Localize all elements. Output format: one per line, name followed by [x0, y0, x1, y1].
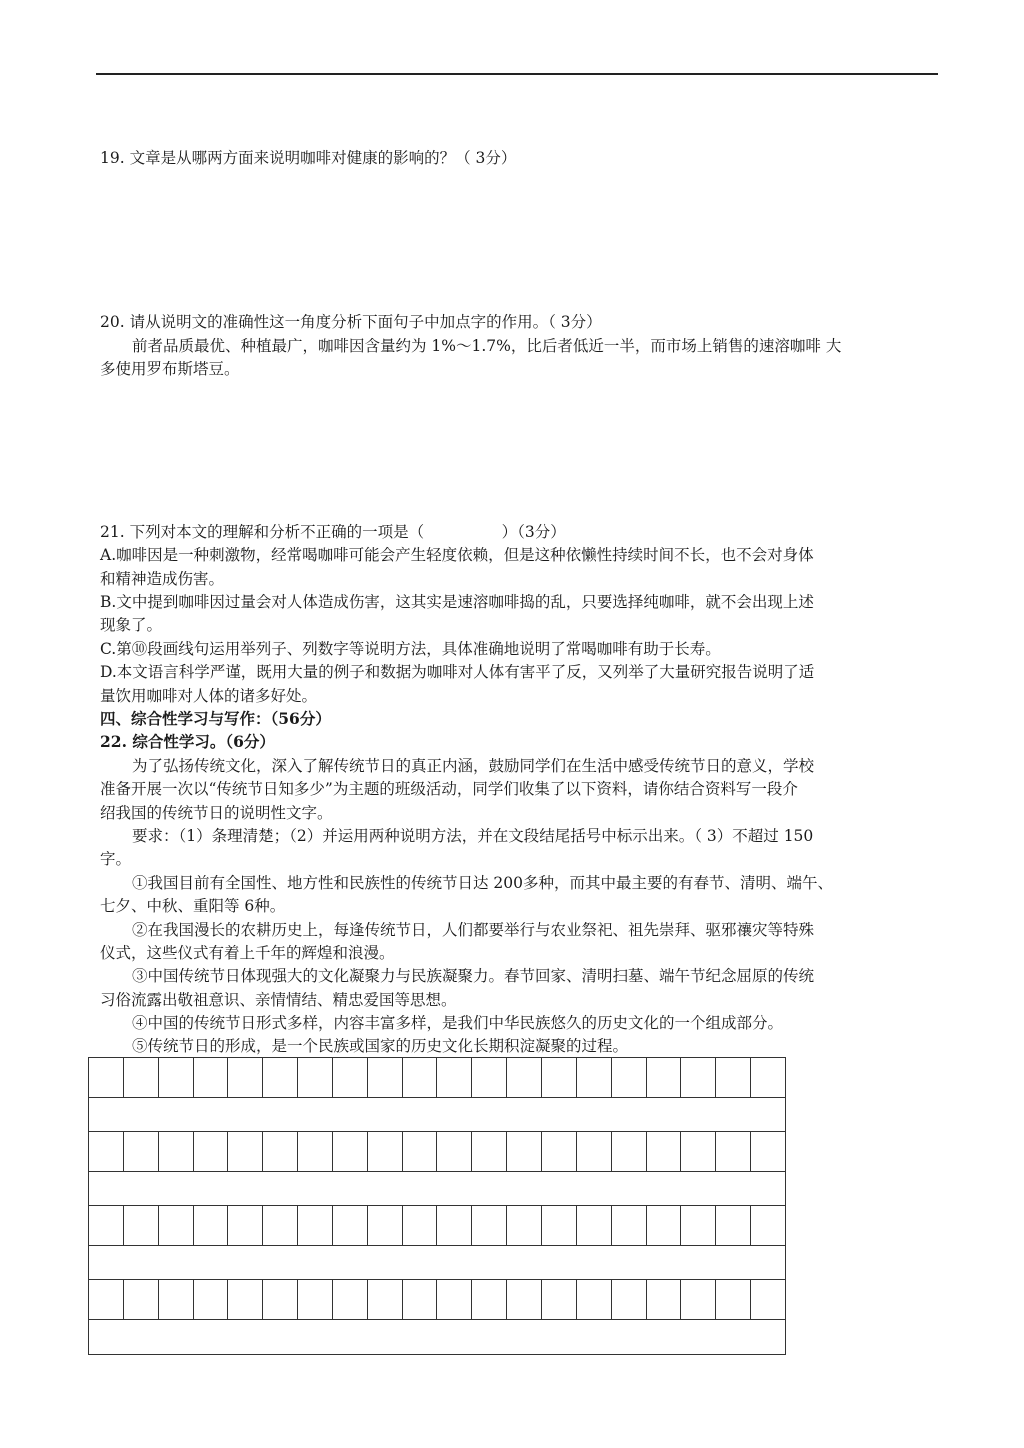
grid-cell[interactable] [542, 1058, 577, 1097]
grid-cell[interactable] [542, 1280, 577, 1319]
grid-cell[interactable] [612, 1280, 647, 1319]
q22-intro: 为了弘扬传统文化，深入了解传统节日的真正内涵，鼓励同学们在生活中感受传统节日的意义，学校 [132, 757, 815, 775]
grid-cell[interactable] [228, 1280, 263, 1319]
grid-cell[interactable] [612, 1206, 647, 1245]
option-a-cont: 和精神造成伤害。 [100, 570, 225, 588]
option-d-cont: 量饮用咖啡对人体的诸多好处。 [100, 687, 318, 705]
q22-intro-cont: 准备开展一次以“传统节日知多少”为主题的班级活动，同学们收集了以下资料，请你结合资料写一段介 [100, 780, 798, 798]
grid-cell[interactable] [751, 1206, 785, 1245]
grid-cell[interactable] [577, 1058, 612, 1097]
q22-requirements: 要求：（1）条理清楚；（2）并运用两种说明方法，并在文段结尾括号中标示出来。（ 3）不超过 150 [132, 827, 814, 845]
grid-cell[interactable] [472, 1206, 507, 1245]
material-2: ②在我国漫长的农耕历史上，每逢传统节日，人们都要举行与农业祭祀、祖先崇拜、驱邪禳灾等特殊 [132, 921, 815, 939]
material-3: ③中国传统节日体现强大的文化凝聚力与民族凝聚力。春节回家、清明扫墓、端午节纪念屈原的传统 [132, 967, 815, 985]
grid-cell[interactable] [403, 1132, 438, 1171]
grid-cell[interactable] [507, 1058, 542, 1097]
material-4: ④中国的传统节日形式多样，内容丰富多样，是我们中华民族悠久的历史文化的一个组成部分。 [132, 1014, 784, 1032]
header-rule [96, 73, 938, 75]
grid-cell-row[interactable] [89, 1058, 785, 1097]
grid-cell[interactable] [577, 1206, 612, 1245]
grid-cell[interactable] [89, 1206, 124, 1245]
grid-cell[interactable] [228, 1206, 263, 1245]
grid-cell[interactable] [751, 1058, 785, 1097]
grid-cell[interactable] [403, 1280, 438, 1319]
grid-cell[interactable] [472, 1132, 507, 1171]
grid-cell[interactable] [89, 1132, 124, 1171]
grid-cell[interactable] [228, 1132, 263, 1171]
grid-cell[interactable] [124, 1206, 159, 1245]
grid-cell[interactable] [716, 1206, 751, 1245]
grid-cell[interactable] [124, 1280, 159, 1319]
grid-cell-row[interactable] [89, 1132, 785, 1171]
grid-spacer-row [89, 1097, 785, 1132]
grid-cell[interactable] [333, 1206, 368, 1245]
grid-cell[interactable] [751, 1132, 785, 1171]
grid-cell[interactable] [194, 1058, 229, 1097]
grid-cell-row[interactable] [89, 1280, 785, 1319]
option-b: B.文中提到咖啡因过量会对人体造成伤害，这其实是速溶咖啡捣的乱，只要选择纯咖啡，就不会出现上述 [100, 593, 814, 611]
question-19: 19. 文章是从哪两方面来说明咖啡对健康的影响的？（ 3分） [100, 149, 517, 167]
grid-cell[interactable] [159, 1132, 194, 1171]
grid-cell[interactable] [542, 1206, 577, 1245]
grid-cell[interactable] [612, 1132, 647, 1171]
grid-cell[interactable] [89, 1280, 124, 1319]
grid-cell[interactable] [507, 1132, 542, 1171]
grid-cell[interactable] [333, 1280, 368, 1319]
grid-cell[interactable] [647, 1058, 682, 1097]
grid-cell[interactable] [681, 1206, 716, 1245]
grid-cell[interactable] [751, 1280, 785, 1319]
material-3-cont: 习俗流露出敬祖意识、亲情情结、精忠爱国等思想。 [100, 991, 457, 1009]
grid-cell[interactable] [403, 1206, 438, 1245]
q22-requirements-cont: 字。 [100, 850, 132, 868]
grid-spacer-row [89, 1245, 785, 1280]
grid-cell[interactable] [298, 1058, 333, 1097]
section-4-heading: 四、综合性学习与写作：（56分） [100, 709, 331, 728]
grid-cell[interactable] [159, 1280, 194, 1319]
material-5: ⑤传统节日的形成，是一个民族或国家的历史文化长期积淀凝聚的过程。 [132, 1037, 629, 1055]
grid-cell[interactable] [263, 1206, 298, 1245]
grid-cell[interactable] [298, 1132, 333, 1171]
q22-intro-cont2: 绍我国的传统节日的说明性文字。 [100, 804, 333, 822]
grid-cell[interactable] [368, 1280, 403, 1319]
grid-cell[interactable] [403, 1058, 438, 1097]
material-1: ①我国目前有全国性、地方性和民族性的传统节日达 200多种，而其中最主要的有春节、清明、端午、 [132, 874, 834, 892]
grid-cell[interactable] [263, 1280, 298, 1319]
grid-cell[interactable] [647, 1280, 682, 1319]
grid-spacer-row [89, 1171, 785, 1206]
grid-cell[interactable] [472, 1058, 507, 1097]
material-1-cont: 七夕、中秋、重阳等 6种。 [100, 897, 286, 915]
grid-cell[interactable] [681, 1280, 716, 1319]
grid-cell[interactable] [89, 1058, 124, 1097]
grid-cell[interactable] [159, 1058, 194, 1097]
option-b-cont: 现象了。 [100, 616, 163, 634]
grid-cell[interactable] [437, 1132, 472, 1171]
option-c: C.第⑩段画线句运用举列子、列数字等说明方法，具体准确地说明了常喝咖啡有助于长寿。 [100, 640, 721, 658]
grid-cell[interactable] [333, 1058, 368, 1097]
grid-spacer-row [89, 1319, 785, 1354]
grid-cell[interactable] [542, 1132, 577, 1171]
grid-cell[interactable] [716, 1058, 751, 1097]
grid-cell[interactable] [124, 1058, 159, 1097]
grid-cell[interactable] [507, 1206, 542, 1245]
grid-cell[interactable] [298, 1280, 333, 1319]
grid-cell[interactable] [124, 1132, 159, 1171]
grid-cell[interactable] [228, 1058, 263, 1097]
grid-cell[interactable] [577, 1280, 612, 1319]
grid-cell[interactable] [472, 1280, 507, 1319]
grid-cell[interactable] [368, 1058, 403, 1097]
grid-cell[interactable] [612, 1058, 647, 1097]
grid-cell[interactable] [159, 1206, 194, 1245]
grid-cell[interactable] [437, 1280, 472, 1319]
grid-cell[interactable] [263, 1132, 298, 1171]
grid-cell-row[interactable] [89, 1206, 785, 1245]
grid-cell[interactable] [577, 1132, 612, 1171]
grid-cell[interactable] [681, 1132, 716, 1171]
answer-grid[interactable] [88, 1057, 786, 1355]
grid-cell[interactable] [647, 1206, 682, 1245]
material-2-cont: 仪式，这些仪式有着上千年的辉煌和浪漫。 [100, 944, 395, 962]
grid-cell[interactable] [263, 1058, 298, 1097]
question-20-sentence: 前者品质最优、种植最广，咖啡因含量约为 1%～1.7%，比后者低近一半，而市场上销售的速溶咖啡 大 [132, 337, 842, 355]
grid-cell[interactable] [368, 1206, 403, 1245]
grid-cell[interactable] [194, 1206, 229, 1245]
grid-cell[interactable] [437, 1058, 472, 1097]
grid-cell[interactable] [716, 1280, 751, 1319]
question-21: 21. 下列对本文的理解和分析不正确的一项是（ ）（3分） [100, 523, 566, 541]
grid-cell[interactable] [368, 1132, 403, 1171]
grid-cell[interactable] [716, 1132, 751, 1171]
grid-cell[interactable] [194, 1132, 229, 1171]
option-a: A.咖啡因是一种刺激物，经常喝咖啡可能会产生轻度依赖，但是这种依懒性持续时间不长，也不会对身体 [100, 546, 814, 564]
question-20: 20. 请从说明文的准确性这一角度分析下面句子中加点字的作用。（ 3分） [100, 313, 602, 331]
grid-cell[interactable] [437, 1206, 472, 1245]
question-22-heading: 22. 综合性学习。（6分） [100, 732, 275, 751]
grid-cell[interactable] [507, 1280, 542, 1319]
question-20-sentence-cont: 多使用罗布斯塔豆。 [100, 360, 240, 378]
grid-cell[interactable] [298, 1206, 333, 1245]
grid-cell[interactable] [194, 1280, 229, 1319]
grid-cell[interactable] [681, 1058, 716, 1097]
option-d: D.本文语言科学严谨，既用大量的例子和数据为咖啡对人体有害平了反，又列举了大量研究报告说明了适 [100, 663, 815, 681]
grid-cell[interactable] [333, 1132, 368, 1171]
grid-cell[interactable] [647, 1132, 682, 1171]
